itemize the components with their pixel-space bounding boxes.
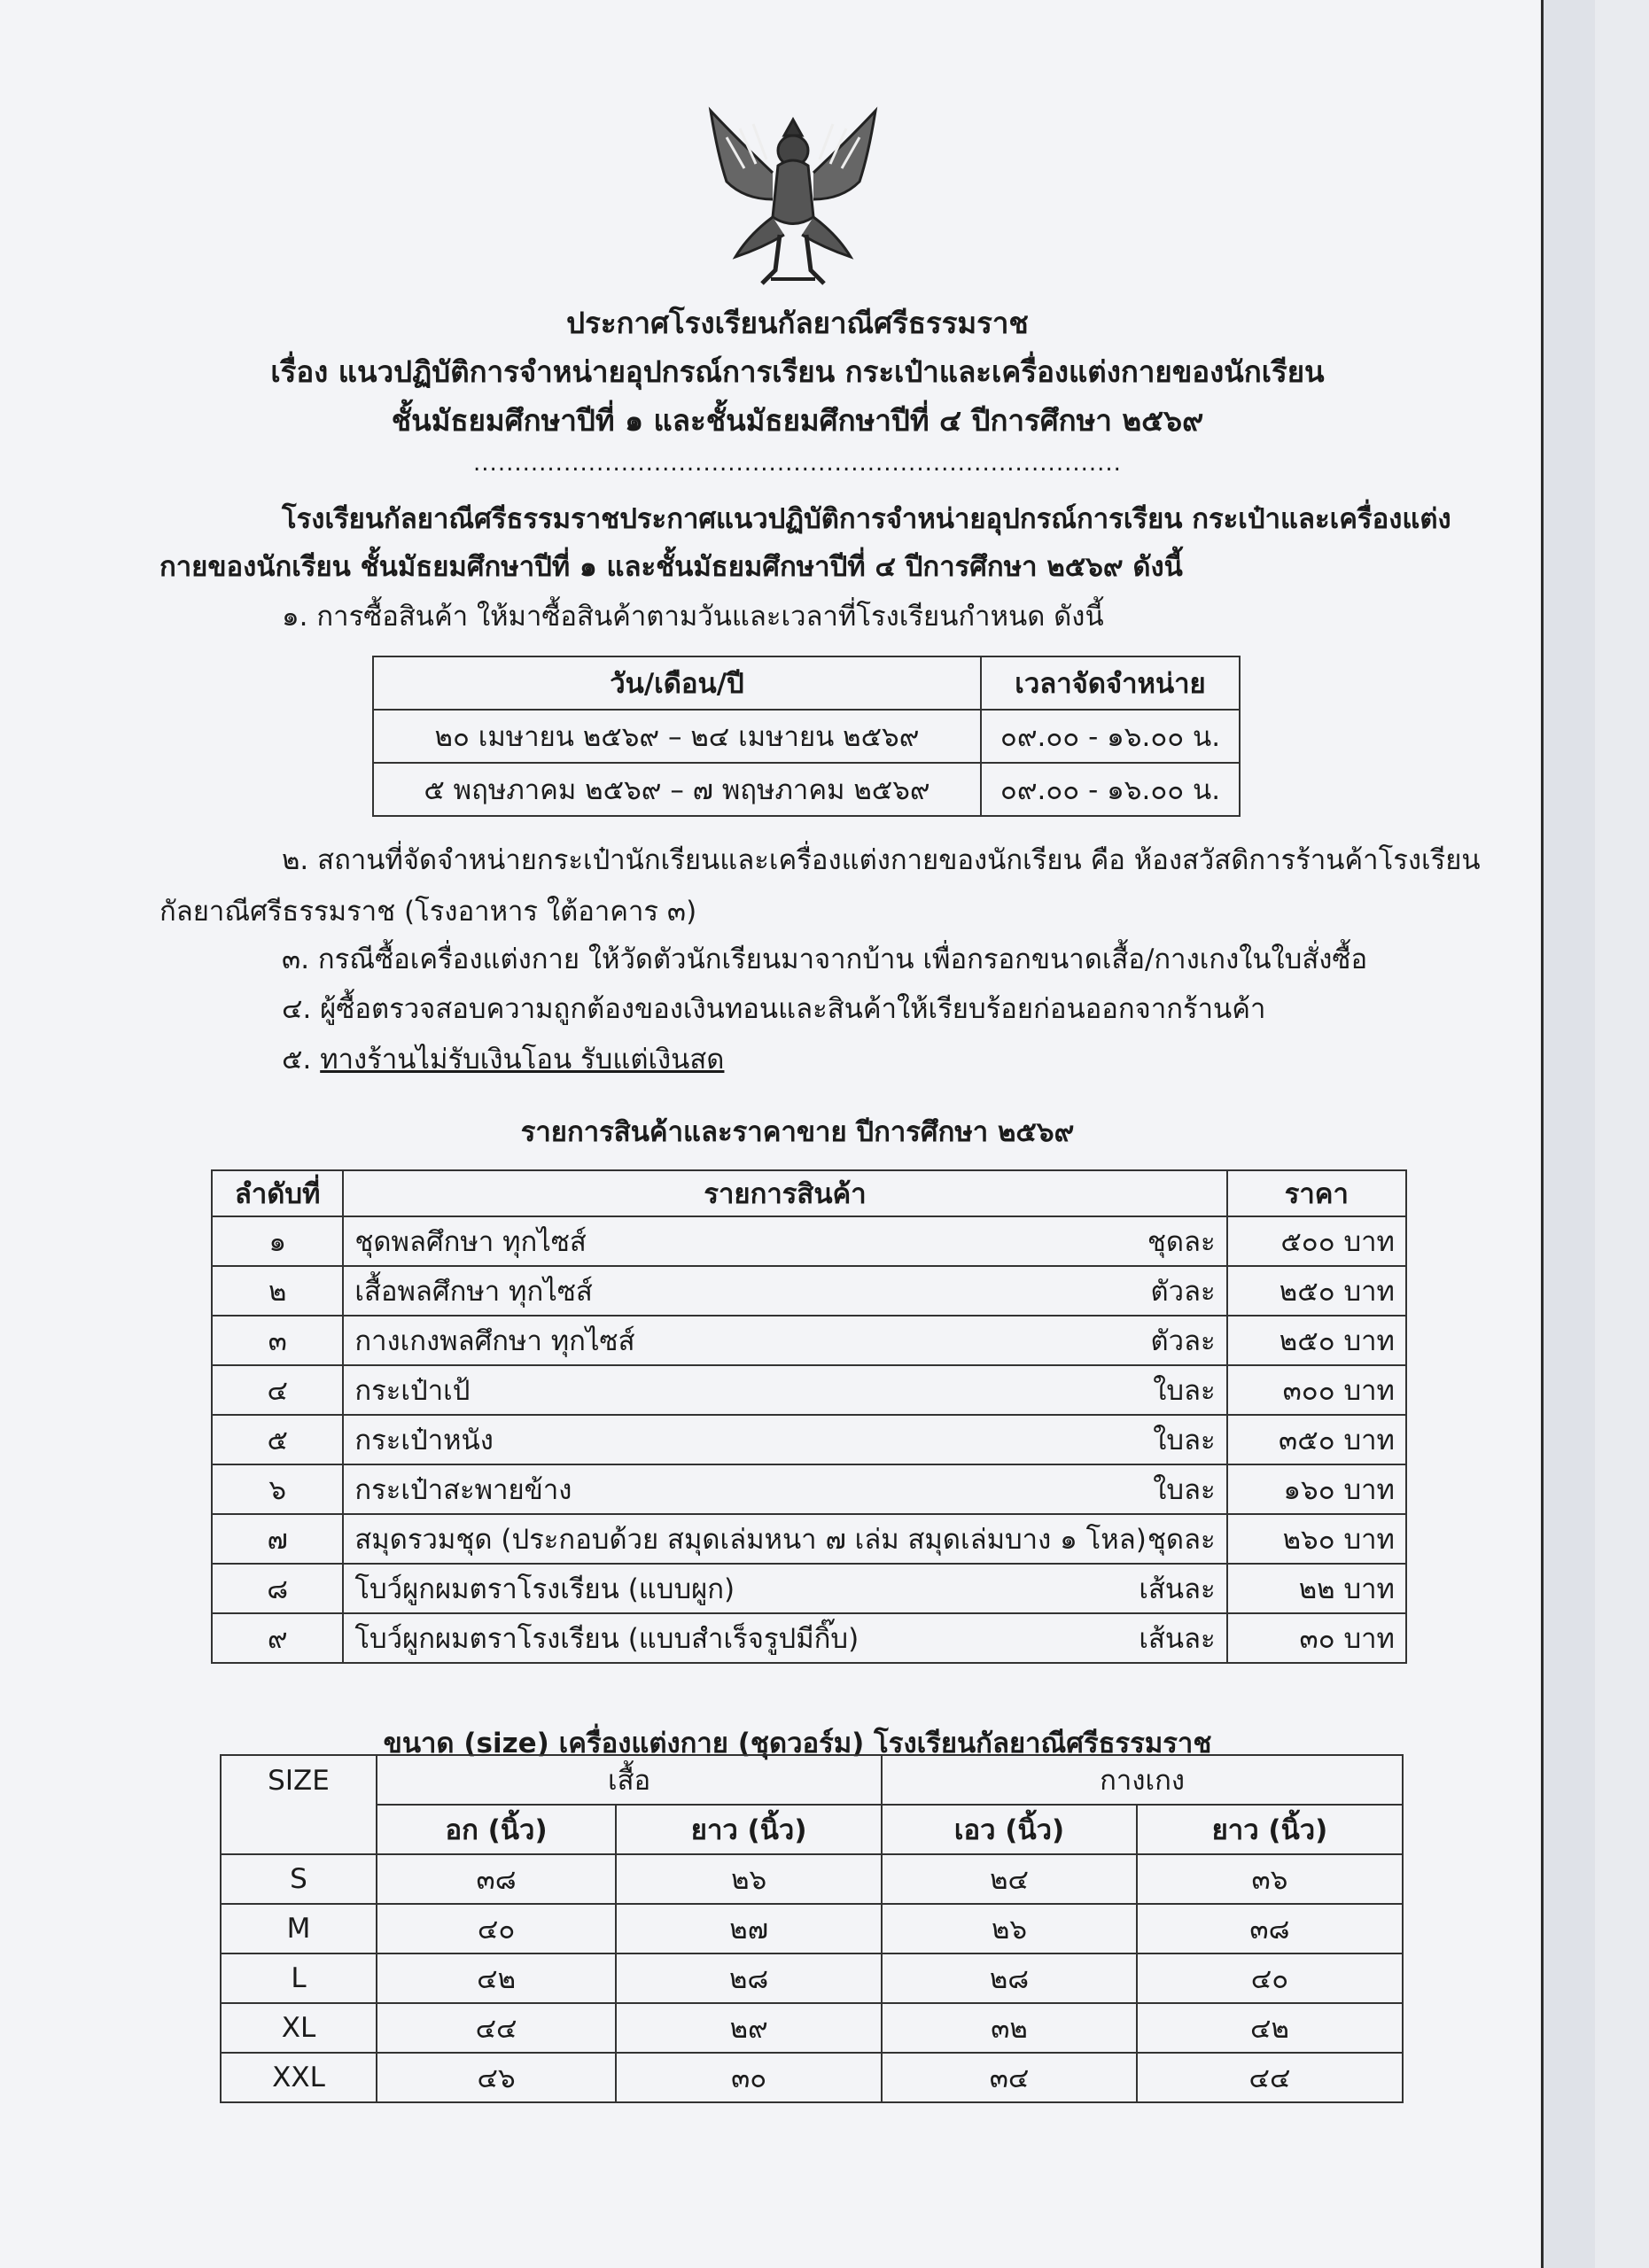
schedule-date: ๒๐ เมษายน ๒๕๖๙ – ๒๔ เมษายน ๒๕๖๙ [373, 710, 981, 763]
size-shirt-len: ๒๘ [616, 1953, 882, 2003]
header-shirt: เสื้อ [377, 1755, 882, 1805]
table-row [212, 1316, 1406, 1365]
item-name: สมุดรวมชุด (ประกอบด้วย สมุดเล่มหนา ๗ เล่ม สมุดเล่มบาง ๑ โหล) [354, 1524, 1147, 1556]
announcement-title: ประกาศโรงเรียนกัลยาณีศรีธรรมราช [566, 306, 1029, 340]
size-pants-len: ๔๔ [1137, 2053, 1403, 2102]
size-shirt-len: ๒๙ [616, 2003, 882, 2053]
size-pants-len: ๔๐ [1137, 1953, 1403, 2003]
item-number: ๗ [212, 1514, 343, 1564]
item-price: ๓๕๐ บาท [1227, 1415, 1406, 1464]
size-chest: ๔๔ [377, 2003, 616, 2053]
item-name: กางเกงพลศึกษา ทุกไซส์ [354, 1325, 635, 1357]
rule-5-number: ๕. [282, 1044, 312, 1076]
scan-edge [1541, 0, 1595, 2268]
rule-2a: ๒. สถานที่จัดจำหน่ายกระเป๋านักเรียนและเครื่องแต่งกายของนักเรียน คือ ห้องสวัสดิการร้านค้าโรงเรียน [282, 844, 1481, 876]
size-table [220, 1754, 1404, 2103]
item-price: ๓๐ บาท [1227, 1613, 1406, 1663]
item-name: ชุดพลศึกษา ทุกไซส์ [354, 1226, 587, 1258]
garuda-emblem-icon [700, 102, 886, 292]
table-header-row [221, 1755, 1403, 1805]
item-name: โบว์ผูกผมตราโรงเรียน (แบบสำเร็จรูปมีกิ๊บ) [354, 1623, 860, 1655]
item-price: ๕๐๐ บาท [1227, 1216, 1406, 1266]
size-shirt-len: ๒๖ [616, 1854, 882, 1904]
size-pants-len: ๓๘ [1137, 1904, 1403, 1953]
header-price: ราคา [1227, 1170, 1406, 1216]
item-name: กระเป๋าหนัง [354, 1425, 494, 1456]
announcement-levels: ชั้นมัธยมศึกษาปีที่ ๑ และชั้นมัธยมศึกษาปีที่ ๔ ปีการศึกษา ๒๕๖๙ [391, 403, 1204, 438]
schedule-table [372, 656, 1241, 817]
item-unit: ใบละ [1153, 1375, 1216, 1407]
size-chest: ๔๖ [377, 2053, 616, 2102]
item-unit: ตัวละ [1150, 1276, 1216, 1308]
item-cell [343, 1514, 1226, 1564]
size-chest: ๓๘ [377, 1854, 616, 1904]
size-size: S [221, 1854, 377, 1904]
table-row [373, 710, 1240, 763]
size-size: XL [221, 2003, 377, 2053]
item-price: ๓๐๐ บาท [1227, 1365, 1406, 1415]
item-number: ๙ [212, 1613, 343, 1663]
item-price: ๒๖๐ บาท [1227, 1514, 1406, 1564]
schedule-date: ๕ พฤษภาคม ๒๕๖๙ – ๗ พฤษภาคม ๒๕๖๙ [373, 763, 981, 816]
size-chest: ๔๐ [377, 1904, 616, 1953]
item-unit: เส้นละ [1139, 1623, 1216, 1655]
item-number: ๖ [212, 1464, 343, 1514]
item-number: ๔ [212, 1365, 343, 1415]
item-unit: ใบละ [1153, 1474, 1216, 1506]
size-size: M [221, 1904, 377, 1953]
header-chest: อก (นิ้ว) [377, 1805, 616, 1854]
schedule-time: ๐๙.๐๐ - ๑๖.๐๐ น. [981, 710, 1240, 763]
item-cell [343, 1216, 1226, 1266]
rule-2b: กัลยาณีศรีธรรมราช (โรงอาหาร ใต้อาคาร ๓) [159, 896, 697, 928]
size-waist: ๒๘ [882, 1953, 1137, 2003]
table-header-row [373, 656, 1240, 710]
size-shirt-len: ๒๗ [616, 1904, 882, 1953]
table-row [221, 1854, 1403, 1904]
item-number: ๕ [212, 1415, 343, 1464]
item-name: กระเป๋าเป้ [354, 1375, 471, 1407]
rule-1: ๑. การซื้อสินค้า ให้มาซื้อสินค้าตามวันและเวลาที่โรงเรียนกำหนด ดังนี้ [282, 601, 1104, 633]
size-pants-len: ๔๒ [1137, 2003, 1403, 2053]
table-row [212, 1564, 1406, 1613]
table-row [212, 1514, 1406, 1564]
item-cell [343, 1316, 1226, 1365]
size-pants-len: ๓๖ [1137, 1854, 1403, 1904]
item-cell [343, 1564, 1226, 1613]
item-price: ๒๕๐ บาท [1227, 1316, 1406, 1365]
item-cell [343, 1365, 1226, 1415]
size-chest: ๔๒ [377, 1953, 616, 2003]
item-number: ๒ [212, 1266, 343, 1316]
item-unit: ใบละ [1153, 1425, 1216, 1456]
item-unit: ตัวละ [1150, 1325, 1216, 1357]
item-number: ๑ [212, 1216, 343, 1266]
table-row [221, 1904, 1403, 1953]
table-row [221, 2003, 1403, 2053]
header-shirt-length: ยาว (นิ้ว) [616, 1805, 882, 1854]
size-shirt-len: ๓๐ [616, 2053, 882, 2102]
table-row [212, 1365, 1406, 1415]
table-row [212, 1266, 1406, 1316]
header-date: วัน/เดือน/ปี [373, 656, 981, 710]
size-waist: ๒๖ [882, 1904, 1137, 1953]
item-number: ๘ [212, 1564, 343, 1613]
item-price: ๑๖๐ บาท [1227, 1464, 1406, 1514]
table-row [221, 1953, 1403, 2003]
size-size: XXL [221, 2053, 377, 2102]
size-waist: ๓๒ [882, 2003, 1137, 2053]
item-cell [343, 1464, 1226, 1514]
table-row [212, 1415, 1406, 1464]
item-price: ๒๕๐ บาท [1227, 1266, 1406, 1316]
item-name: โบว์ผูกผมตราโรงเรียน (แบบผูก) [354, 1573, 735, 1605]
separator-dots: ............................................................................... [473, 450, 1122, 477]
header-waist: เอว (นิ้ว) [882, 1805, 1137, 1854]
table-row [212, 1613, 1406, 1663]
table-row [212, 1216, 1406, 1266]
rule-5-text: ทางร้านไม่รับเงินโอน รับแต่เงินสด [320, 1044, 725, 1076]
item-cell [343, 1266, 1226, 1316]
size-chart-title: ขนาด (size) เครื่องแต่งกาย (ชุดวอร์ม) โรงเรียนกัลยาณีศรีธรรมราช [383, 1728, 1212, 1759]
item-cell [343, 1613, 1226, 1663]
size-waist: ๓๔ [882, 2053, 1137, 2102]
table-row [373, 763, 1240, 816]
item-name: กระเป๋าสะพายข้าง [354, 1474, 572, 1506]
item-unit: ชุดละ [1147, 1524, 1216, 1556]
size-size: L [221, 1953, 377, 2003]
table-row [212, 1464, 1406, 1514]
intro-line-2: กายของนักเรียน ชั้นมัธยมศึกษาปีที่ ๑ และชั้นมัธยมศึกษาปีที่ ๔ ปีการศึกษา ๒๕๖๙ ดังนี้ [159, 551, 1183, 583]
item-name: เสื้อพลศึกษา ทุกไซส์ [354, 1276, 593, 1308]
price-table [211, 1169, 1407, 1664]
item-number: ๓ [212, 1316, 343, 1365]
header-item: รายการสินค้า [343, 1170, 1226, 1216]
header-pants-length: ยาว (นิ้ว) [1137, 1805, 1403, 1854]
header-no: ลำดับที่ [212, 1170, 343, 1216]
header-time: เวลาจัดจำหน่าย [981, 656, 1240, 710]
schedule-time: ๐๙.๐๐ - ๑๖.๐๐ น. [981, 763, 1240, 816]
table-row [221, 2053, 1403, 2102]
announcement-subject: เรื่อง แนวปฏิบัติการจำหน่ายอุปกรณ์การเรียน กระเป๋าและเครื่องแต่งกายของนักเรียน [270, 354, 1325, 389]
header-size: SIZE [221, 1755, 377, 1854]
table-header-row [212, 1170, 1406, 1216]
item-cell [343, 1415, 1226, 1464]
item-unit: ชุดละ [1147, 1226, 1216, 1258]
price-list-title: รายการสินค้าและราคาขาย ปีการศึกษา ๒๕๖๙ [520, 1116, 1075, 1148]
rule-4: ๔. ผู้ซื้อตรวจสอบความถูกต้องของเงินทอนและสินค้าให้เรียบร้อยก่อนออกจากร้านค้า [282, 993, 1266, 1025]
header-pants: กางเกง [882, 1755, 1403, 1805]
intro-line-1: โรงเรียนกัลยาณีศรีธรรมราชประกาศแนวปฏิบัติการจำหน่ายอุปกรณ์การเรียน กระเป๋าและเครื่องแต่ง [282, 503, 1451, 535]
size-waist: ๒๔ [882, 1854, 1137, 1904]
rule-5 [282, 1037, 724, 1081]
item-unit: เส้นละ [1139, 1573, 1216, 1605]
table-header-row [221, 1805, 1403, 1854]
item-price: ๒๒ บาท [1227, 1564, 1406, 1613]
rule-3: ๓. กรณีซื้อเครื่องแต่งกาย ให้วัดตัวนักเรียนมาจากบ้าน เพื่อกรอกขนาดเสื้อ/กางเกงในใบสั่งซื้อ [282, 944, 1368, 975]
